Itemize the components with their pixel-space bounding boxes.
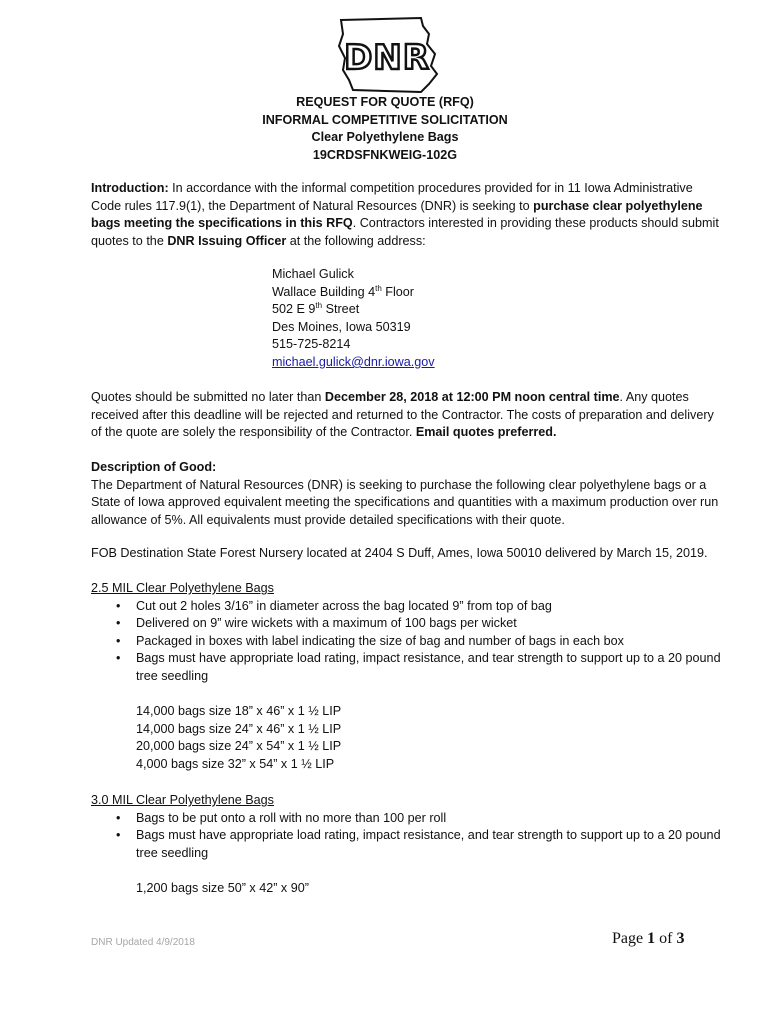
title-line-2: INFORMAL COMPETITIVE SOLICITATION bbox=[262, 112, 508, 127]
list-item: • Bags must have appropriate load rating, impact resistance, and tear strength to support up to a 20 pound tree seedling bbox=[136, 650, 721, 685]
size-item: 14,000 bags size 18” x 46” x 1 ½ LIP bbox=[136, 704, 342, 719]
section-3-0-mil bbox=[91, 792, 721, 898]
intro-bold-1: purchase clear polyethylene bags meeting the specifications in this RFQ bbox=[91, 198, 703, 231]
description-paragraph bbox=[91, 459, 721, 529]
logo-text: DNR bbox=[344, 38, 430, 78]
description-label: Description of Good: bbox=[91, 460, 217, 474]
title-line-3: Clear Polyethylene Bags bbox=[311, 130, 459, 144]
list-item: • Bags must have appropriate load rating, impact resistance, and tear strength to support up to a 20 pound tree seedling bbox=[136, 827, 721, 862]
officer-building: Wallace Building 4th Floor bbox=[272, 283, 415, 299]
title-line-1: REQUEST FOR QUOTE (RFQ) bbox=[296, 95, 474, 109]
size-item: 1,200 bags size 50” x 42” x 90” bbox=[136, 880, 309, 895]
deadline-paragraph bbox=[91, 389, 721, 442]
description-text: The Department of Natural Resources (DNR) is seeking to purchase the following clear polyethylene bags or a State of Iowa approved equivalent meeting the specifications and quantities with a maximum production over run allowance of 5%. All equivalents must provide detailed specifications with their quote. bbox=[91, 477, 719, 527]
document-title bbox=[0, 94, 770, 164]
intro-text-2: . Contractors interested in providing these products should submit quotes to the bbox=[91, 216, 719, 248]
list-item: • Delivered on 9” wire wickets with a maximum of 100 bags per wicket bbox=[136, 615, 721, 633]
officer-street: 502 E 9th Street bbox=[272, 301, 360, 317]
size-item: 14,000 bags size 24” x 46” x 1 ½ LIP bbox=[136, 721, 342, 736]
list-item: • Bags to be put onto a roll with no more than 100 per roll bbox=[136, 810, 721, 828]
intro-text-1: In accordance with the informal competition procedures provided for in 11 Iowa Administrative Code rules 117.9(1), the Department of Natural Resources (DNR) is seeking to bbox=[91, 181, 693, 213]
section-heading: 2.5 MIL Clear Polyethylene Bags bbox=[91, 581, 274, 595]
spec-list bbox=[91, 598, 721, 686]
title-line-4: 19CRDSFNKWEIG-102G bbox=[312, 147, 458, 162]
officer-city: Des Moines, Iowa 50319 bbox=[272, 319, 411, 334]
footer-updated: DNR Updated 4/9/2018 bbox=[91, 937, 195, 948]
section-heading: 3.0 MIL Clear Polyethylene Bags bbox=[91, 793, 274, 807]
issuing-officer-address bbox=[272, 266, 572, 372]
list-item: • Cut out 2 holes 3/16” in diameter across the bag located 9” from top of bag bbox=[136, 598, 721, 616]
page-number: Page 1 of 3 bbox=[612, 930, 685, 947]
deadline-text-1: Quotes should be submitted no later than bbox=[91, 390, 325, 404]
intro-text-3: at the following address: bbox=[286, 233, 426, 248]
fob-paragraph bbox=[91, 545, 731, 563]
size-list bbox=[91, 880, 721, 898]
email-preferred: Email quotes preferred. bbox=[415, 425, 557, 440]
section-2-5-mil bbox=[91, 580, 721, 774]
deadline-text-2: . Any quotes received after this deadline will be rejected and returned to the Contractor. The costs of preparation and delivery of the quote are solely the responsibility of the Contractor. bbox=[91, 390, 714, 440]
spec-list bbox=[91, 810, 721, 863]
deadline-date: December 28, 2018 at 12:00 PM noon central time bbox=[324, 390, 620, 404]
size-list bbox=[91, 703, 721, 773]
intro-label: Introduction: bbox=[91, 181, 169, 195]
list-item: • Packaged in boxes with label indicating the size of bag and number of bags in each box bbox=[136, 633, 721, 651]
size-item: 4,000 bags size 32” x 54” x 1 ½ LIP bbox=[136, 756, 335, 771]
intro-paragraph bbox=[91, 180, 721, 250]
size-item: 20,000 bags size 24” x 54” x 1 ½ LIP bbox=[136, 739, 342, 754]
dnr-logo bbox=[333, 14, 445, 96]
fob-text: FOB Destination State Forest Nursery located at 2404 S Duff, Ames, Iowa 50010 delivered by March 15, 2019. bbox=[91, 546, 708, 560]
intro-bold-2: DNR Issuing Officer bbox=[167, 233, 287, 248]
officer-phone: 515-725-8214 bbox=[272, 337, 351, 352]
officer-email-link[interactable]: michael.gulick@dnr.iowa.gov bbox=[272, 354, 435, 369]
officer-name: Michael Gulick bbox=[272, 267, 354, 281]
